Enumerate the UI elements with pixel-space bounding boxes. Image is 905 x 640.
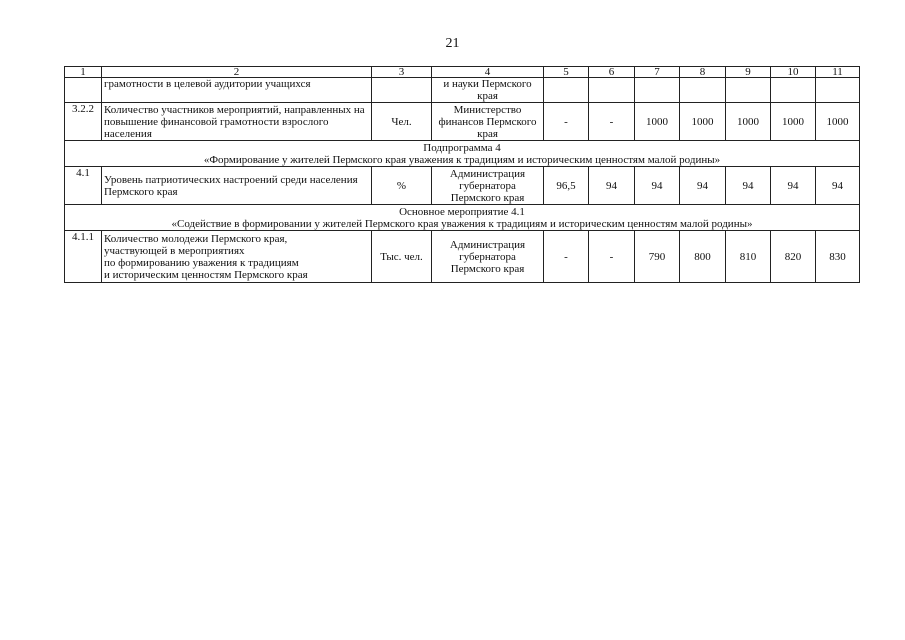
responsible-cell: Администрация губернатора Пермского края bbox=[432, 167, 544, 205]
value-cell bbox=[771, 78, 816, 103]
value-cell: - bbox=[589, 103, 635, 141]
table-header-row bbox=[65, 67, 860, 78]
value-cell: 94 bbox=[771, 167, 816, 205]
subprogram-title: Подпрограмма 4 bbox=[423, 141, 501, 154]
header-cell: 4 bbox=[432, 67, 544, 78]
indicators-table bbox=[64, 66, 860, 283]
responsible-cell: Администрация губернатора Пермского края bbox=[432, 231, 544, 283]
header-cell: 9 bbox=[726, 67, 771, 78]
header-cell: 2 bbox=[102, 67, 372, 78]
value-cell: 1000 bbox=[816, 103, 860, 141]
responsible-cell: и науки Пермского края bbox=[432, 78, 544, 103]
value-cell: 94 bbox=[726, 167, 771, 205]
indicator-name-cell: грамотности в целевой аудитории учащихся bbox=[102, 78, 372, 103]
unit-cell: Чел. bbox=[372, 103, 432, 141]
table-row-4-1-1 bbox=[65, 231, 860, 283]
activity-text: «Содействие в формировании у жителей Пермского края уважения к традициям и историческим ценностям малой родины» bbox=[171, 217, 753, 230]
table-row-4-1 bbox=[65, 167, 860, 205]
table-row-3-2-2 bbox=[65, 103, 860, 141]
value-cell: 1000 bbox=[680, 103, 726, 141]
header-cell: 1 bbox=[65, 67, 102, 78]
value-cell: 830 bbox=[816, 231, 860, 283]
value-cell bbox=[726, 78, 771, 103]
unit-cell: Тыс. чел. bbox=[372, 231, 432, 283]
indicator-name-cell: Количество участников мероприятий, направленных на повышение финансовой грамотности взрослого населения bbox=[102, 103, 372, 141]
header-cell: 11 bbox=[816, 67, 860, 78]
subprogram-heading-cell bbox=[65, 141, 860, 167]
value-cell bbox=[589, 78, 635, 103]
value-cell: 96,5 bbox=[544, 167, 589, 205]
header-cell: 6 bbox=[589, 67, 635, 78]
value-cell: 94 bbox=[816, 167, 860, 205]
value-cell bbox=[816, 78, 860, 103]
row-number-cell: 4.1.1 bbox=[65, 231, 102, 283]
row-number-cell bbox=[65, 78, 102, 103]
value-cell bbox=[680, 78, 726, 103]
header-cell: 10 bbox=[771, 67, 816, 78]
value-cell: 800 bbox=[680, 231, 726, 283]
indicator-name-line: и историческим ценностям Пермского края bbox=[104, 268, 308, 281]
header-cell: 5 bbox=[544, 67, 589, 78]
value-cell: 94 bbox=[635, 167, 680, 205]
indicator-name-cell bbox=[102, 231, 372, 283]
value-cell: 1000 bbox=[635, 103, 680, 141]
value-cell: 94 bbox=[680, 167, 726, 205]
row-number-cell: 3.2.2 bbox=[65, 103, 102, 141]
value-cell: 94 bbox=[589, 167, 635, 205]
value-cell: 820 bbox=[771, 231, 816, 283]
indicator-name-line: по формированию уважения к традициям bbox=[104, 256, 299, 269]
subprogram-heading-row bbox=[65, 141, 860, 167]
header-cell: 8 bbox=[680, 67, 726, 78]
subprogram-text: «Формирование у жителей Пермского края уважения к традициям и историческим ценностям малой родины» bbox=[203, 153, 721, 166]
header-cell: 7 bbox=[635, 67, 680, 78]
value-cell: - bbox=[544, 103, 589, 141]
indicator-name-line: участвующей в мероприятиях bbox=[104, 244, 245, 257]
value-cell: 790 bbox=[635, 231, 680, 283]
unit-cell bbox=[372, 78, 432, 103]
activity-heading-row bbox=[65, 205, 860, 231]
value-cell: - bbox=[589, 231, 635, 283]
indicator-name-cell: Уровень патриотических настроений среди населения Пермского края bbox=[102, 167, 372, 205]
activity-title: Основное мероприятие 4.1 bbox=[399, 205, 525, 218]
activity-heading-cell bbox=[65, 205, 860, 231]
responsible-cell: Министерство финансов Пермского края bbox=[432, 103, 544, 141]
unit-cell: % bbox=[372, 167, 432, 205]
value-cell bbox=[544, 78, 589, 103]
value-cell: 1000 bbox=[726, 103, 771, 141]
value-cell bbox=[635, 78, 680, 103]
value-cell: 1000 bbox=[771, 103, 816, 141]
indicator-name-line: Количество молодежи Пермского края, bbox=[104, 232, 288, 245]
page-number: 21 bbox=[445, 36, 460, 51]
row-number-cell: 4.1 bbox=[65, 167, 102, 205]
table-row-continuation bbox=[65, 78, 860, 103]
value-cell: 810 bbox=[726, 231, 771, 283]
value-cell: - bbox=[544, 231, 589, 283]
header-cell: 3 bbox=[372, 67, 432, 78]
